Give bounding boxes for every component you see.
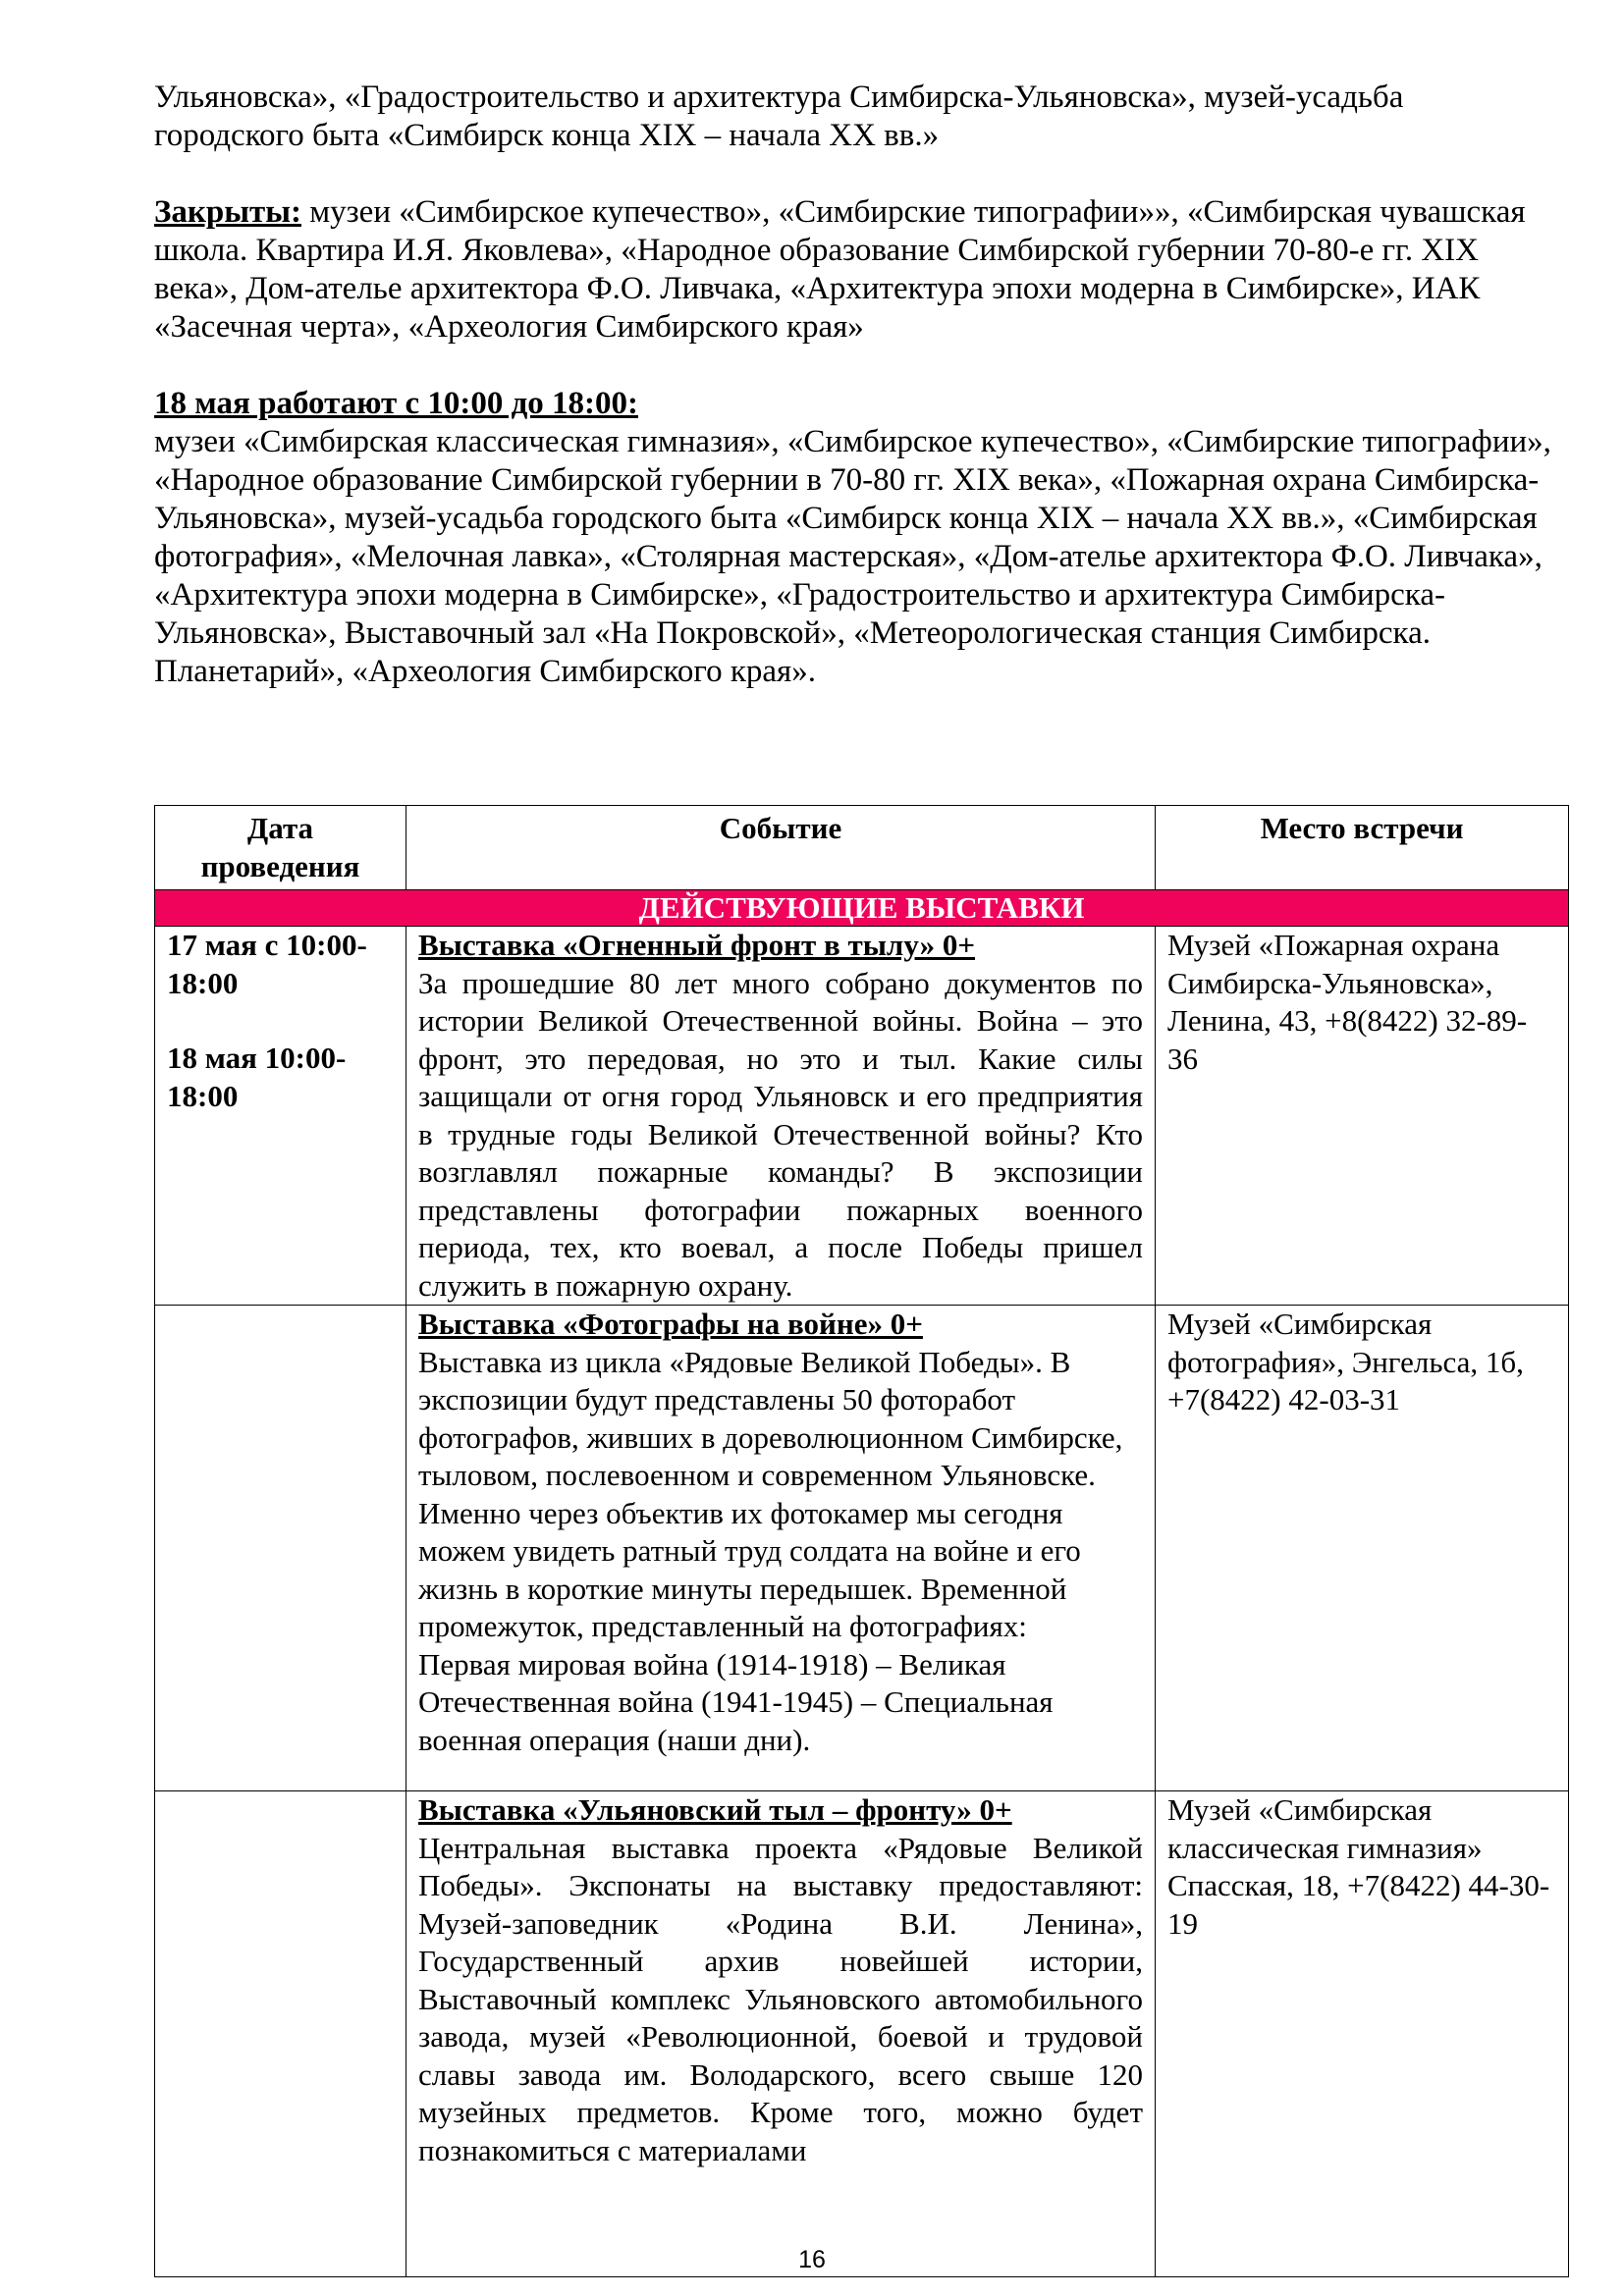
event-description: За прошедшие 80 лет много собрано документов по истории Великой Отечественной войны. Война – это фронт, это передовая, но это и тыл. Какие силы защищали от огня город Ульяновск и его предприятия в трудные годы Великой Отечественной войны? Кто возглавлял пожарные команды? В экспозиции представлены фотографии пожарных военного периода, тех, кто воевал, а после Победы пришел служить в пожарную охрану.: [418, 965, 1143, 1303]
event-description: Центральная выставка проекта «Рядовые Великой Победы». Экспонаты на выставку предоставляют: Музей-заповедник «Родина В.И. Ленина», Государственный архив новейшей истории, Выставочный комплекс Ульяновского автомобильного завода, музей «Революционной, боевой и трудовой славы завода им. Володарского, всего свыше 120 музейных предметов. Кроме того, можно будет познакомиться с материалами: [418, 1830, 1143, 2167]
date-line: 18 мая 10:00-18:00: [167, 1041, 347, 1113]
event-cell: [406, 1306, 1156, 1791]
event-title: Выставка «Фотографы на войне» 0+: [418, 1307, 923, 1341]
events-table: [154, 805, 1569, 2277]
closed-paragraph: [154, 193, 1568, 347]
table-row: [155, 1306, 1569, 1791]
place-cell: Музей «Симбирская фотография», Энгельса, 1б, +7(8422) 42-03-31: [1156, 1306, 1569, 1791]
intro-line-2: городского быта «Симбирск конца XIX – начала XX вв.»: [154, 118, 940, 153]
event-title: Выставка «Ульяновский тыл – фронту» 0+: [418, 1792, 1012, 1827]
section-title: ДЕЙСТВУЮЩИЕ ВЫСТАВКИ: [155, 890, 1569, 927]
place-cell: Музей «Симбирская классическая гимназия» Спасская, 18, +7(8422) 44-30-19: [1156, 1791, 1569, 2277]
table-row: [155, 1791, 1569, 2277]
closed-label: Закрыты:: [154, 194, 302, 230]
event-cell: [406, 927, 1156, 1306]
table-header-row: [155, 806, 1569, 890]
header-event: Событие: [406, 806, 1156, 890]
header-date: Дата проведения: [155, 806, 406, 890]
intro-line-1: Ульяновска», «Градостроительство и архитектура Симбирска-Ульяновска», музей-усадьба: [154, 80, 1404, 115]
table-row: [155, 927, 1569, 1306]
page-number: 16: [798, 2246, 826, 2273]
closed-text: музеи «Симбирское купечество», «Симбирские типографии»», «Симбирская чувашская школа. Квартира И.Я. Яковлева», «Народное образование Симбирской губернии 70-80-е гг. XIX века», Дом-ателье архитектора Ф.О. Ливчака, «Архитектура эпохи модерна в Симбирске», ИАК «Засечная черта», «Археология Симбирского края»: [154, 194, 1526, 345]
date-cell: [155, 1791, 406, 2277]
event-title: Выставка «Огненный фронт в тылу» 0+: [418, 928, 976, 962]
header-place: Место встречи: [1156, 806, 1569, 890]
date-cell: [155, 1306, 406, 1791]
section-row: [155, 890, 1569, 927]
place-cell: Музей «Пожарная охрана Симбирска-Ульяновска», Ленина, 43, +8(8422) 32-89-36: [1156, 927, 1569, 1306]
may18-text: музеи «Симбирская классическая гимназия», «Симбирское купечество», «Симбирские типографии», «Народное образование Симбирской губернии в 70-80 гг. XIX века», «Пожарная охрана Симбирска-Ульяновска», музей-усадьба городского быта «Симбирск конца XIX – начала XX вв.», «Симбирская фотография», «Мелочная лавка», «Столярная мастерская», «Дом-ателье архитектора Ф.О. Ливчака», «Архитектура эпохи модерна в Симбирске», «Градостроительство и архитектура Симбирска-Ульяновска», Выставочный зал «На Покровской», «Метеорологическая станция Симбирска. Планетарий», «Археология Симбирского края».: [154, 424, 1551, 689]
event-cell: [406, 1791, 1156, 2277]
date-line: 17 мая с 10:00-18:00: [167, 928, 367, 1000]
may18-label: 18 мая работают с 10:00 до 18:00:: [154, 386, 639, 421]
page-body: [154, 79, 1588, 691]
event-description: Выставка из цикла «Рядовые Великой Победы». В экспозиции будут представлены 50 фоторабот фотографов, живших в дореволюционном Симбирске, тыловом, послевоенном и современном Ульяновске. Именно через объектив их фотокамер мы сегодня можем увидеть ратный труд солдата на войне и его жизнь в короткие минуты передышек. Временной промежуток, представленный на фотографиях: Первая мировая война (1914-1918) – Великая Отечественная война (1941-1945) – Специальная военная операция (наши дни).: [418, 1344, 1123, 1757]
date-cell: [155, 927, 406, 1306]
